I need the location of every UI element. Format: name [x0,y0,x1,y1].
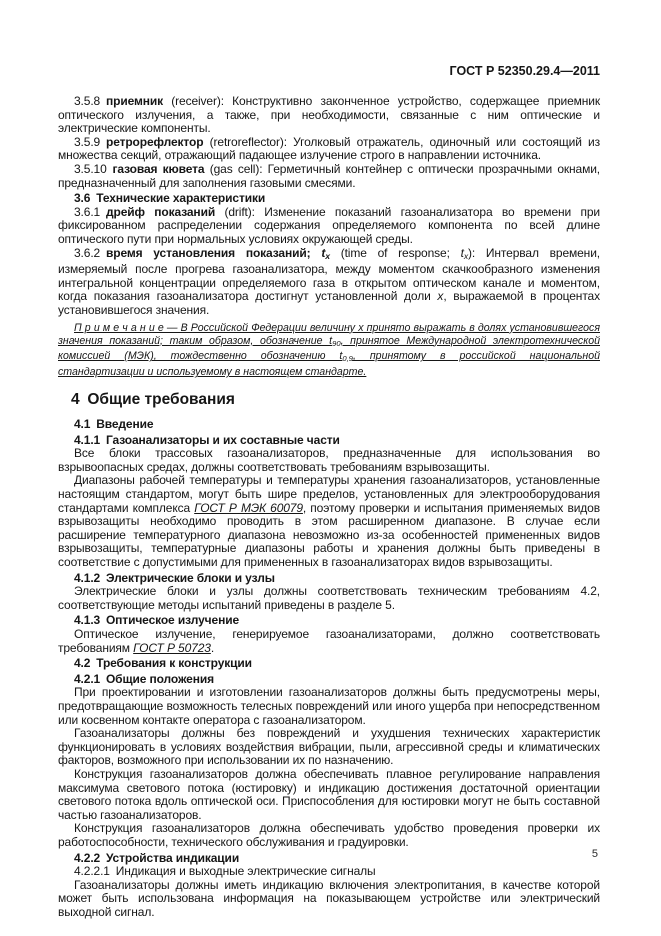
text-run: x [463,250,469,261]
text-run: ): Интервал времени, измеряемый после прогрева газоанализатора, между моментом скачкообразного изменения интегральной концентрации определяемого газа в открытом оптическом канале и моментом, когда показания газоанализатора достигнут установленной доли [58,245,600,304]
subsection-heading [58,192,600,206]
text-run: t [460,245,464,260]
text-run: газовая кювета [112,161,205,176]
text-run: (time of response; [329,245,461,260]
page-footer [592,848,598,861]
text-run: , выражаемой в процентах установившегося значения. [58,289,600,318]
text-run: , поэтому проверки и испытания применяемых видов взрывозащиты необходимо проводить в этом расширенном диапазоне. В случае если расширение температурного диапазона невозможно из-за особенностей примененных видов взрывозащиты, температурные диапазоны работы и хранения должны быть приведены в соответствие с допустимыми для примененных в газоанализаторах видов взрывозащиты. [58,500,600,570]
text-run: Оптическое излучение, генерируемое газоанализаторами, должно соответствовать требованиям [58,627,600,655]
paragraph [58,163,600,190]
subsection-heading [58,657,600,671]
text-run: приемник [105,94,164,108]
text-run: , принятому в российской национальной стандартизации и используемому в настоящем стандарте. [58,350,600,379]
subsection-heading [58,673,600,687]
text-run: 4.2 Требования к конструкции [74,656,252,671]
subsection-heading [58,614,600,628]
text-run: x [325,250,330,261]
text-run: время установления показаний; [105,245,322,260]
text-run: x [437,289,444,304]
paragraph [58,686,600,727]
standard-reference-link[interactable]: ГОСТ Р 50723 [133,640,211,655]
paragraph [58,247,600,318]
text-run: , принятое Международной электротехнической комиссией (МЭК), тождественно обозначению t [58,334,600,363]
section-heading [58,390,600,409]
text-run: дрейф показаний [105,204,216,219]
text-run: 0,9 [342,354,353,364]
paragraph [58,95,600,136]
paragraph [58,206,600,247]
text-run: . [210,640,215,655]
page-number: 5 [591,848,598,860]
text-run: 3.6.1 [74,204,106,219]
text-run: 3.5.10 [74,161,113,176]
paragraph [58,879,600,920]
page-header [58,64,600,78]
text-run: 4.1.1 Газоанализаторы и их составные части [74,432,340,447]
text-run: (drift): Изменение показаний газоанализатора во времени при фиксированном распределении содержания определяемого компонента по всей длине оптического пути при нормальных условиях окружающей среды. [58,204,600,246]
text-run: Конструкция газоанализаторов должна обеспечивать удобство проведения проверки их работоспособности, технического обслуживания и градуировки. [58,821,600,849]
text-run: 4.1.2 Электрические блоки и узлы [74,570,275,585]
text-run: ретрорефлектор [105,134,204,149]
text-run: t [321,245,326,260]
text-run: П р и м е ч а н и е — В Российской Федерации величину x принято выражать в долях установившегося значения показаний; таким образом, обозначение t [58,321,600,347]
paragraph [58,768,600,822]
paragraph [58,474,600,569]
paragraph [58,822,600,849]
doc-number: ГОСТ Р 52350.29.4—2011 [449,64,600,78]
text-run: 4.2.2.1 Индикация и выходные электрические сигналы [74,864,376,879]
text-run: 4 Общие требования [71,391,235,409]
text-run: Газоанализаторы должны без повреждений и ухудшения технических характеристик функционировать в условиях воздействия вибрации, пыли, агрессивной среды и климатических факторов, возможного при использовании их по назначению. [58,726,600,768]
text-run: 3.5.9 [74,134,106,149]
text-run: (retroreflector): Уголковый отражатель, одиночный или состоящий из множества секций, отражающий падающее излучение строго в направлении источника. [58,134,600,163]
text-run: Все блоки трассовых газоанализаторов, предназначенные для использования во взрывоопасных средах, должны соответствовать требованиям взрывозащиты. [58,446,600,474]
subsection-heading [58,572,600,586]
paragraph [58,136,600,163]
text-run: 3.6 Технические характеристики [74,191,266,206]
text-run: 3.5.8 [74,94,106,108]
text-run: 4.1 Введение [74,417,154,432]
document-content [58,95,600,919]
text-run: Газоанализаторы должны иметь индикацию включения электропитания, в качестве которой может быть использована информация на показывающем устройстве или электрический выходной сигнал. [58,877,600,919]
text-run: 3.6.2 [74,245,106,260]
text-run: 4.2.2 Устройства индикации [74,850,240,865]
paragraph [58,447,600,474]
text-run: Диапазоны рабочей температуры и температуры хранения газоанализаторов, установленные настоящим стандартом, могут быть шире пределов, установленных для электрооборудования стандартами комплекса [58,473,600,515]
standard-reference-link[interactable]: ГОСТ Р МЭК 60079 [194,500,303,515]
text-run: 90 [332,338,341,348]
paragraph [58,727,600,768]
paragraph [58,585,600,612]
text-run: 4.2.1 Общие положения [74,671,214,686]
text-run: Конструкция газоанализаторов должна обеспечивать плавное регулирование направления максимума светового потока (юстировку) и индикацию достижения достаточной ориентации светового потока вдоль оптической оси. Приспособления для юстировки могут не быть составной частью газоанализаторов. [58,766,600,822]
note-paragraph [58,322,600,379]
subsection-heading [58,434,600,448]
text-run: 4.1.3 Оптическое излучение [74,613,240,628]
subsection-heading [58,418,600,432]
subsection-heading [58,852,600,866]
paragraph [58,865,600,879]
text-run: (gas cell): Герметичный контейнер с оптически прозрачными окнами, предназначенный для заполнения газовыми смесями. [58,161,600,190]
paragraph [58,628,600,655]
text-run: Электрические блоки и узлы должны соответствовать техническим требованиям 4.2, соответствующие методы испытаний приведены в разделе 5. [58,584,600,612]
text-run: При проектировании и изготовлении газоанализаторов должны быть предусмотрены меры, предотвращающие возможность телесных повреждений или иного ущерба при непосредственном или косвенном контакте оператора с газоанализатором. [58,685,600,727]
text-run: (receiver): Конструктивно законченное устройство, содержащее приемник оптического излучения, а также, при необходимости, связанные с ним оптические и электрические компоненты. [58,94,600,136]
